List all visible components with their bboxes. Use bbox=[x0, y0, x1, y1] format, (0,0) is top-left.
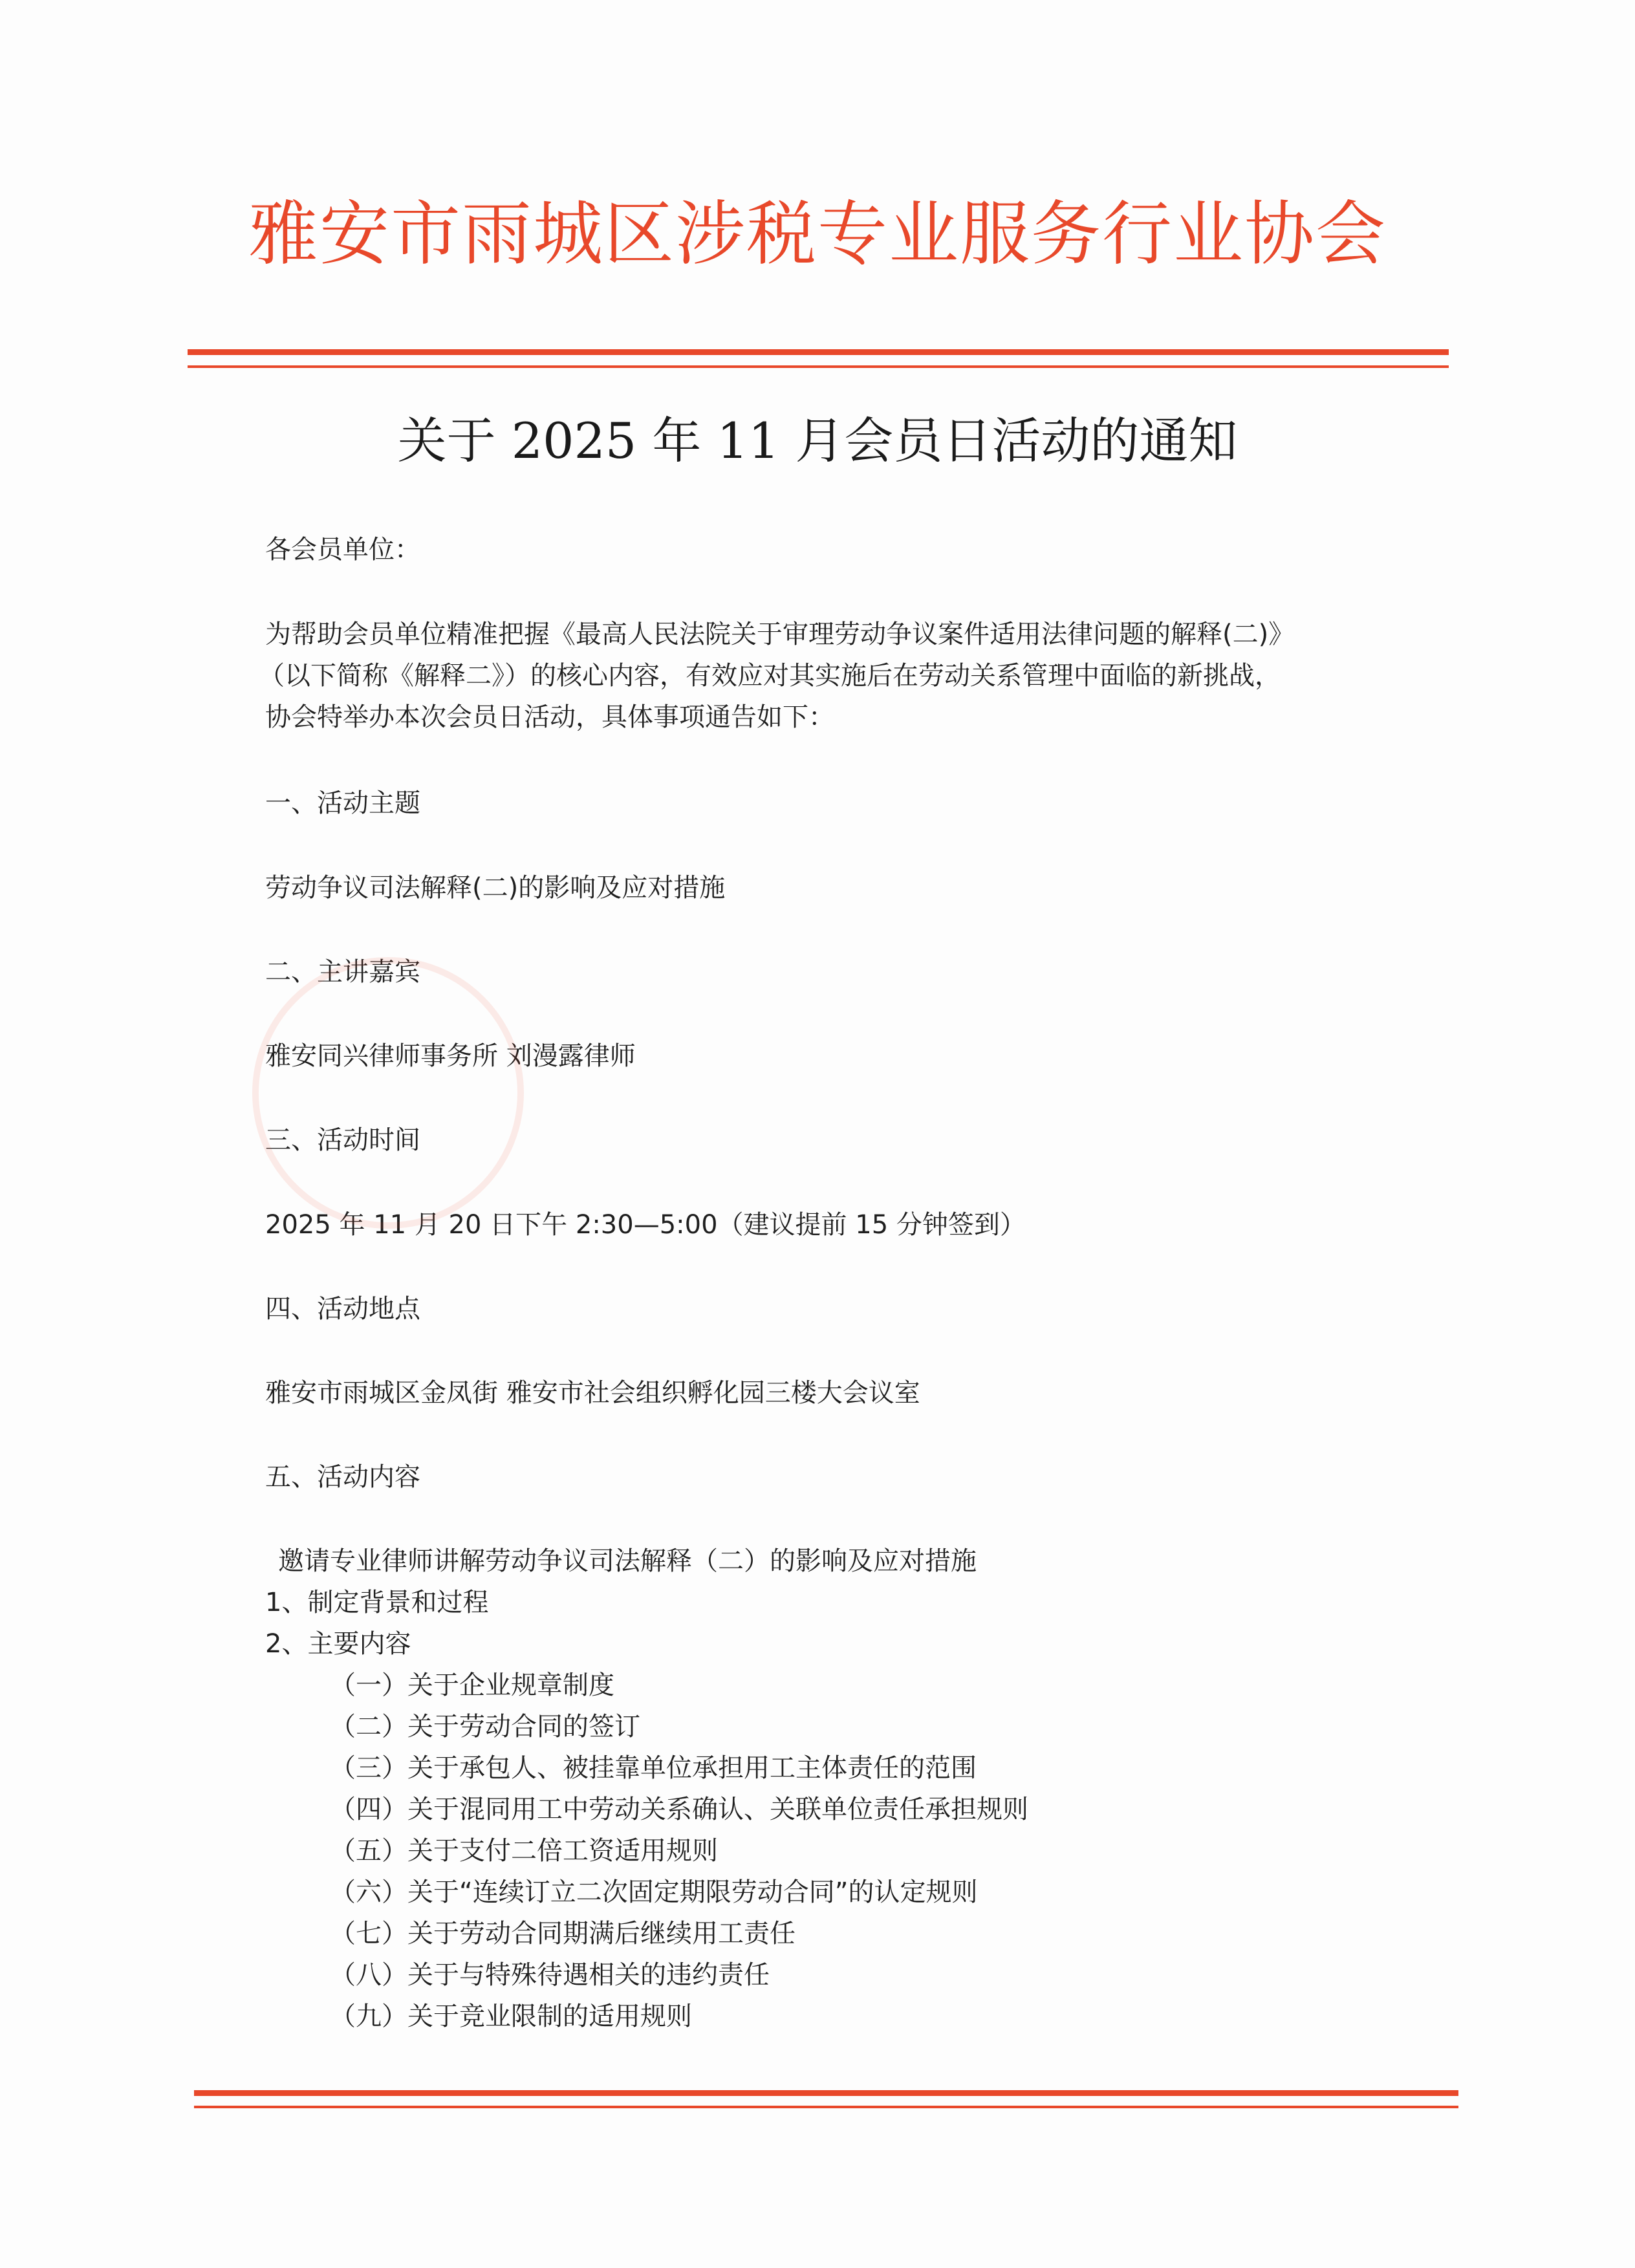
intro-line: （以下简称《解释二》）的核心内容，有效应对其实施后在劳动关系管理中面临的新挑战， bbox=[259, 661, 1281, 691]
section-content: 2025 年 11 月 20 日下午 2:30—5:00（建议提前 15 分钟签到） bbox=[265, 1210, 1026, 1240]
content-item: 2、主要内容 bbox=[265, 1629, 411, 1659]
section-content: 雅安同兴律师事务所 刘漫露律师 bbox=[265, 1041, 636, 1071]
section-content: 劳动争议司法解释(二)的影响及应对措施 bbox=[265, 873, 726, 903]
footer-rule-thin bbox=[194, 2106, 1458, 2108]
intro-line: 为帮助会员单位精准把握《最高人民法院关于审理劳动争议案件适用法律问题的解释(二)》 bbox=[265, 620, 1295, 649]
organization-title: 雅安市雨城区涉税专业服务行业协会 bbox=[248, 194, 1387, 275]
header-rule-thin bbox=[188, 365, 1449, 368]
sub-item: （九）关于竞业限制的适用规则 bbox=[330, 2002, 692, 2031]
footer-rule-thick bbox=[194, 2090, 1458, 2096]
section-content: 邀请专业律师讲解劳动争议司法解释（二）的影响及应对措施 bbox=[278, 1546, 977, 1576]
sub-item: （三）关于承包人、被挂靠单位承担用工主体责任的范围 bbox=[330, 1753, 977, 1783]
section-heading: 四、活动地点 bbox=[265, 1294, 420, 1324]
intro-line: 协会特举办本次会员日活动，具体事项通告如下： bbox=[265, 702, 834, 732]
sub-item: （一）关于企业规章制度 bbox=[330, 1670, 614, 1700]
sub-item: （二）关于劳动合同的签订 bbox=[330, 1712, 640, 1742]
notice-title: 关于 2025 年 11 月会员日活动的通知 bbox=[397, 412, 1238, 470]
section-heading: 一、活动主题 bbox=[265, 788, 420, 818]
section-heading: 五、活动内容 bbox=[265, 1462, 420, 1492]
sub-item: （八）关于与特殊待遇相关的违约责任 bbox=[330, 1960, 770, 1990]
sub-item: （五）关于支付二倍工资适用规则 bbox=[330, 1836, 718, 1866]
section-content: 雅安市雨城区金凤街 雅安市社会组织孵化园三楼大会议室 bbox=[265, 1378, 920, 1408]
faint-seal-stamp bbox=[252, 957, 524, 1229]
salutation: 各会员单位： bbox=[265, 535, 420, 565]
sub-item: （七）关于劳动合同期满后继续用工责任 bbox=[330, 1919, 796, 1949]
sub-item: （四）关于混同用工中劳动关系确认、关联单位责任承担规则 bbox=[330, 1795, 1028, 1824]
header-rule-thick bbox=[188, 349, 1449, 355]
section-heading: 二、主讲嘉宾 bbox=[265, 957, 420, 987]
content-item: 1、制定背景和过程 bbox=[265, 1588, 489, 1617]
section-heading: 三、活动时间 bbox=[265, 1125, 420, 1155]
sub-item: （六）关于“连续订立二次固定期限劳动合同”的认定规则 bbox=[330, 1877, 978, 1907]
